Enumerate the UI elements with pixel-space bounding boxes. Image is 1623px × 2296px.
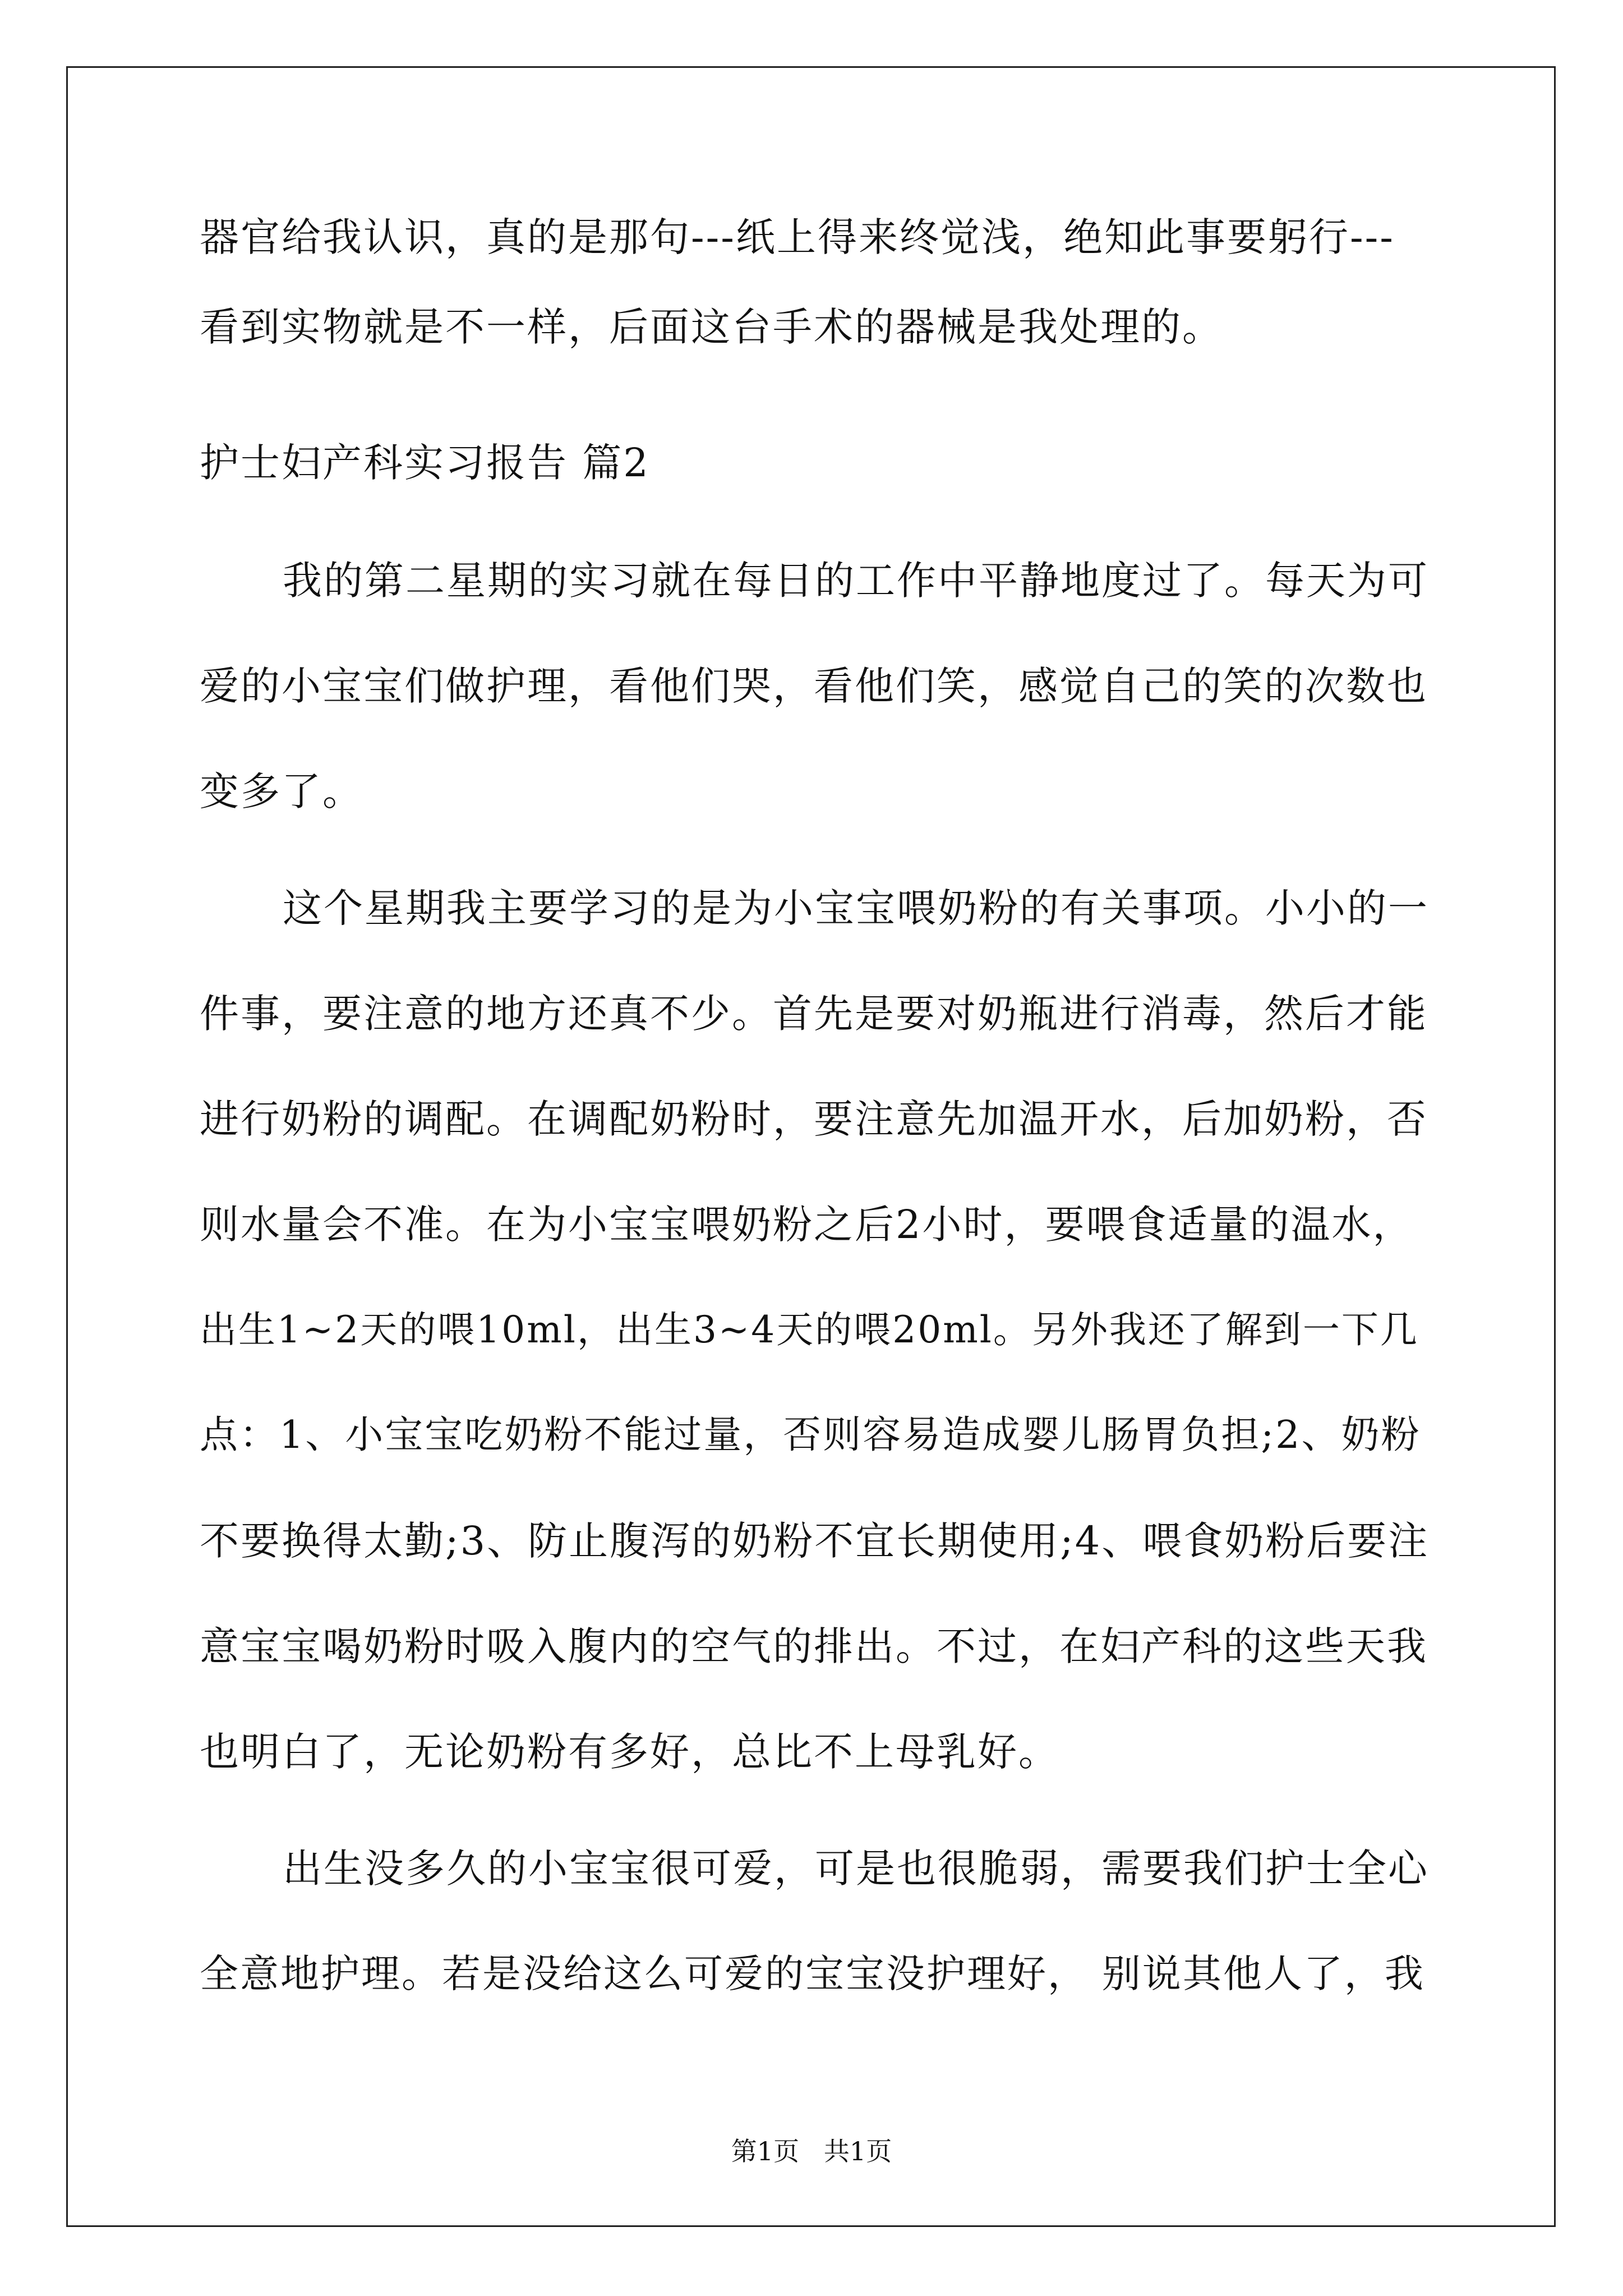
text-line-9: 则水量会不准。在为小宝宝喂奶粉之后2小时，要喂食适量的温水， bbox=[200, 1202, 1414, 1248]
page-border bbox=[66, 66, 1556, 2227]
text-line-10: 出生1~2天的喂10ml，出生3~4天的喂20ml。另外我还了解到一下几 bbox=[200, 1308, 1419, 1351]
text-line-16: 全意地护理。若是没给这么可爱的宝宝没护理好， 别说其他人了，我 bbox=[200, 1952, 1425, 1996]
text-line-2: 看到实物就是不一样，后面这台手术的器械是我处理的。 bbox=[200, 304, 1223, 350]
text-line-8: 进行奶粉的调配。在调配奶粉时，要注意先加温开水，后加奶粉，否 bbox=[200, 1096, 1428, 1142]
text-line-13: 意宝宝喝奶粉时吸入腹内的空气的排出。不过，在妇产科的这些天我 bbox=[200, 1623, 1428, 1669]
text-line-14: 也明白了，无论奶粉有多好，总比不上母乳好。 bbox=[200, 1729, 1059, 1775]
text-line-5: 变多了。 bbox=[200, 769, 363, 815]
page-footer: 第1页 共1页 bbox=[731, 2136, 892, 2166]
text-line-7: 件事，要注意的地方还真不少。首先是要对奶瓶进行消毒，然后才能 bbox=[200, 991, 1428, 1037]
text-line-6: 这个星期我主要学习的是为小宝宝喂奶粉的有关事项。小小的一 bbox=[283, 885, 1429, 931]
text-line-15: 出生没多久的小宝宝很可爱，可是也很脆弱，需要我们护士全心 bbox=[283, 1846, 1429, 1892]
text-line-11: 点：1、小宝宝吃奶粉不能过量，否则容易造成婴儿肠胃负担;2、奶粉 bbox=[200, 1413, 1421, 1457]
section-heading: 护士妇产科实习报告 篇2 bbox=[200, 440, 650, 486]
text-line-12: 不要换得太勤;3、防止腹泻的奶粉不宜长期使用;4、喂食奶粉后要注 bbox=[200, 1518, 1430, 1564]
text-line-3: 我的第二星期的实习就在每日的工作中平静地度过了。每天为可 bbox=[283, 558, 1429, 604]
text-line-4: 爱的小宝宝们做护理，看他们哭，看他们笑，感觉自己的笑的次数也 bbox=[200, 663, 1428, 709]
text-line-1: 器官给我认识，真的是那句---纸上得来终觉浅，绝知此事要躬行--- bbox=[200, 214, 1395, 260]
